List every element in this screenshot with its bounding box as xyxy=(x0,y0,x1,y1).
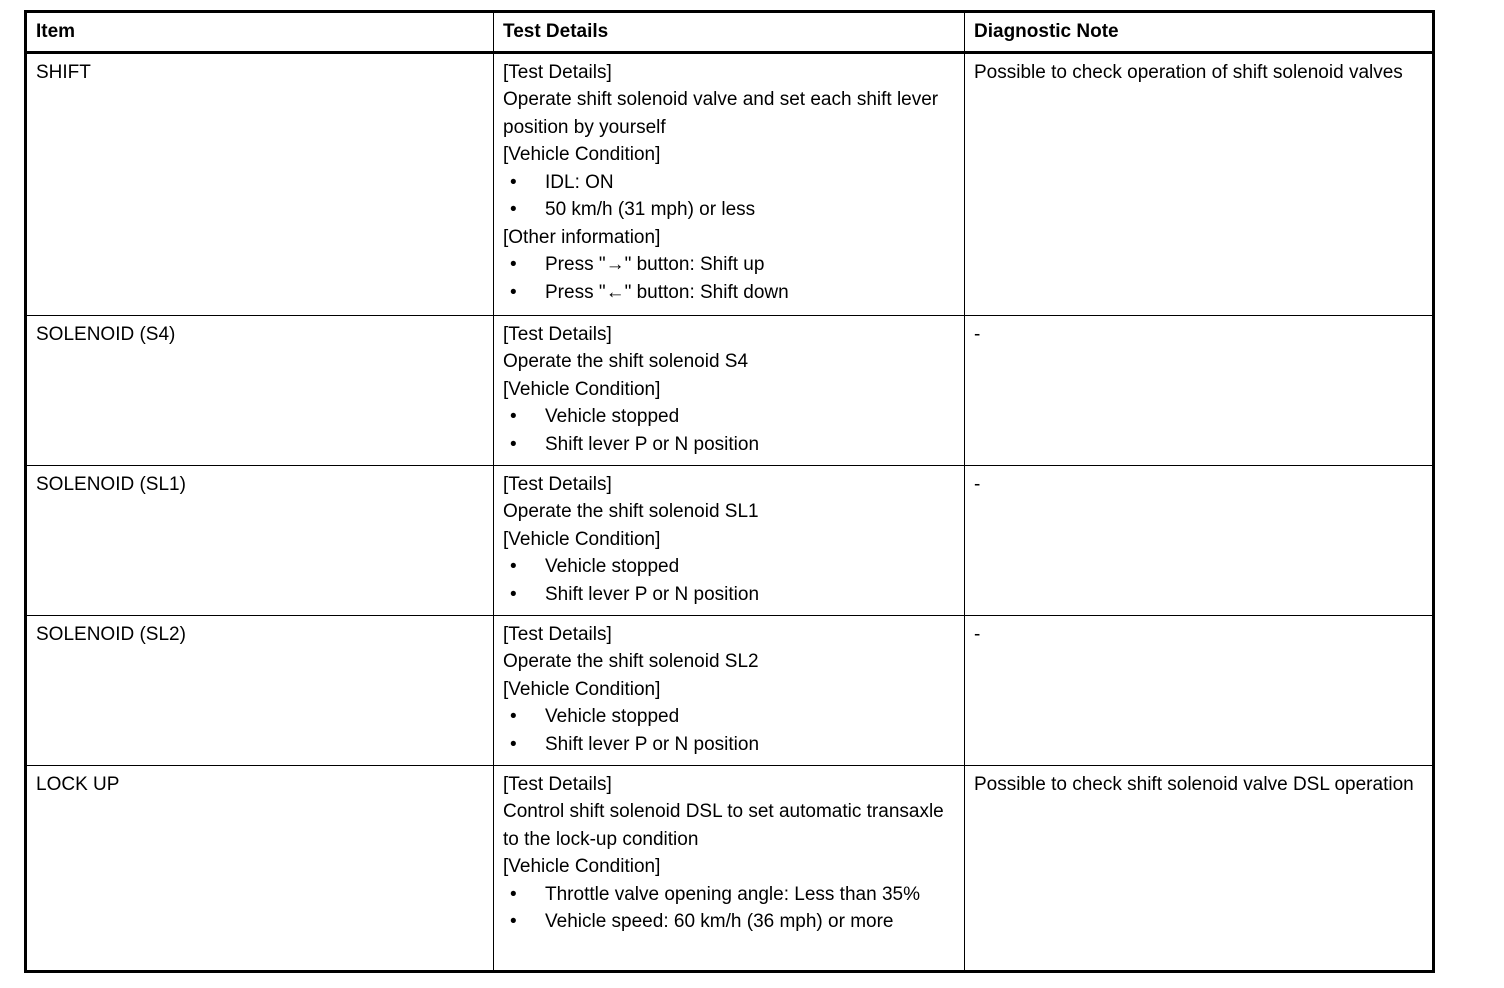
detail-line: Operate shift solenoid valve and set each shift lever position by yourself xyxy=(503,89,939,138)
bullet-line xyxy=(503,403,955,431)
test-details-cell xyxy=(494,52,965,315)
item-cell: SOLENOID (S4) xyxy=(26,315,494,465)
detail-line: [Vehicle Condition] xyxy=(503,528,661,550)
bullet-line xyxy=(503,731,955,759)
table-row xyxy=(26,52,1434,315)
detail-line: [Test Details] xyxy=(503,323,612,345)
bullet-icon: • xyxy=(510,406,517,427)
bullet-line xyxy=(503,908,955,936)
detail-line: [Vehicle Condition] xyxy=(503,378,661,400)
bullet-text: 50 km/h (31 mph) or less xyxy=(545,199,756,220)
bullet-text: Press "←" button: Shift down xyxy=(545,281,789,303)
detail-line: Operate the shift solenoid SL2 xyxy=(503,651,759,672)
table-row xyxy=(26,315,1434,465)
bullet-text: Vehicle stopped xyxy=(545,406,680,427)
item-cell: SHIFT xyxy=(26,52,494,315)
bullet-icon: • xyxy=(510,171,517,193)
bullet-icon: • xyxy=(510,281,517,303)
diagnostic-note-cell: - xyxy=(965,465,1434,615)
item-cell: LOCK UP xyxy=(26,765,494,971)
detail-line: Operate the shift solenoid S4 xyxy=(503,351,749,372)
diagnostic-table xyxy=(24,10,1435,973)
test-details-cell xyxy=(494,765,965,971)
bullet-text: Throttle valve opening angle: Less than 35% xyxy=(545,883,920,905)
diagnostic-note-cell: - xyxy=(965,615,1434,765)
col-header-test-details: Test Details xyxy=(494,12,965,53)
bullet-line xyxy=(503,431,955,459)
bullet-text: Vehicle stopped xyxy=(545,556,680,577)
bullet-text: Shift lever P or N position xyxy=(545,733,760,755)
bullet-icon: • xyxy=(510,733,517,755)
bullet-text: Vehicle stopped xyxy=(545,706,680,727)
diagnostic-note-cell: Possible to check shift solenoid valve DSL operation xyxy=(965,765,1434,971)
bullet-line xyxy=(503,251,955,279)
bullet-icon: • xyxy=(510,583,517,605)
detail-line: [Other information] xyxy=(503,226,661,248)
table-row xyxy=(26,615,1434,765)
bullet-icon: • xyxy=(510,911,517,932)
detail-line: Operate the shift solenoid SL1 xyxy=(503,501,759,522)
bullet-icon: • xyxy=(510,556,517,577)
test-details-cell xyxy=(494,465,965,615)
diagnostic-note-cell: Possible to check operation of shift solenoid valves xyxy=(965,52,1434,315)
bullet-text: IDL: ON xyxy=(545,171,614,193)
bullet-icon: • xyxy=(510,199,517,220)
bullet-icon: • xyxy=(510,706,517,727)
bullet-icon: • xyxy=(510,433,517,455)
bullet-icon: • xyxy=(510,254,517,275)
detail-line: [Vehicle Condition] xyxy=(503,678,661,700)
test-details-cell xyxy=(494,615,965,765)
detail-line: [Test Details] xyxy=(503,473,612,495)
table-body xyxy=(26,52,1434,971)
header-row xyxy=(26,12,1434,53)
bullet-text: Shift lever P or N position xyxy=(545,583,760,605)
bullet-text: Press "→" button: Shift up xyxy=(545,254,765,275)
detail-line: [Vehicle Condition] xyxy=(503,856,661,877)
detail-line: [Vehicle Condition] xyxy=(503,144,661,165)
bullet-line xyxy=(503,881,955,909)
table-row xyxy=(26,765,1434,971)
bullet-line xyxy=(503,581,955,609)
bullet-icon: • xyxy=(510,883,517,905)
bullet-line xyxy=(503,703,955,731)
detail-line: Control shift solenoid DSL to set automatic transaxle to the lock-up condition xyxy=(503,801,944,850)
bullet-line xyxy=(503,279,955,307)
item-cell: SOLENOID (SL2) xyxy=(26,615,494,765)
detail-line: [Test Details] xyxy=(503,773,612,795)
bullet-line xyxy=(503,553,955,581)
item-cell: SOLENOID (SL1) xyxy=(26,465,494,615)
bullet-text: Vehicle speed: 60 km/h (36 mph) or more xyxy=(545,911,894,932)
bullet-line xyxy=(503,169,955,197)
detail-line: [Test Details] xyxy=(503,623,612,645)
bullet-line xyxy=(503,196,955,224)
table-row xyxy=(26,465,1434,615)
diagnostic-note-cell: - xyxy=(965,315,1434,465)
bullet-text: Shift lever P or N position xyxy=(545,433,760,455)
col-header-item: Item xyxy=(26,12,494,53)
table-header xyxy=(26,12,1434,53)
test-details-cell xyxy=(494,315,965,465)
detail-line: [Test Details] xyxy=(503,61,612,83)
col-header-diagnostic-note: Diagnostic Note xyxy=(965,12,1434,53)
